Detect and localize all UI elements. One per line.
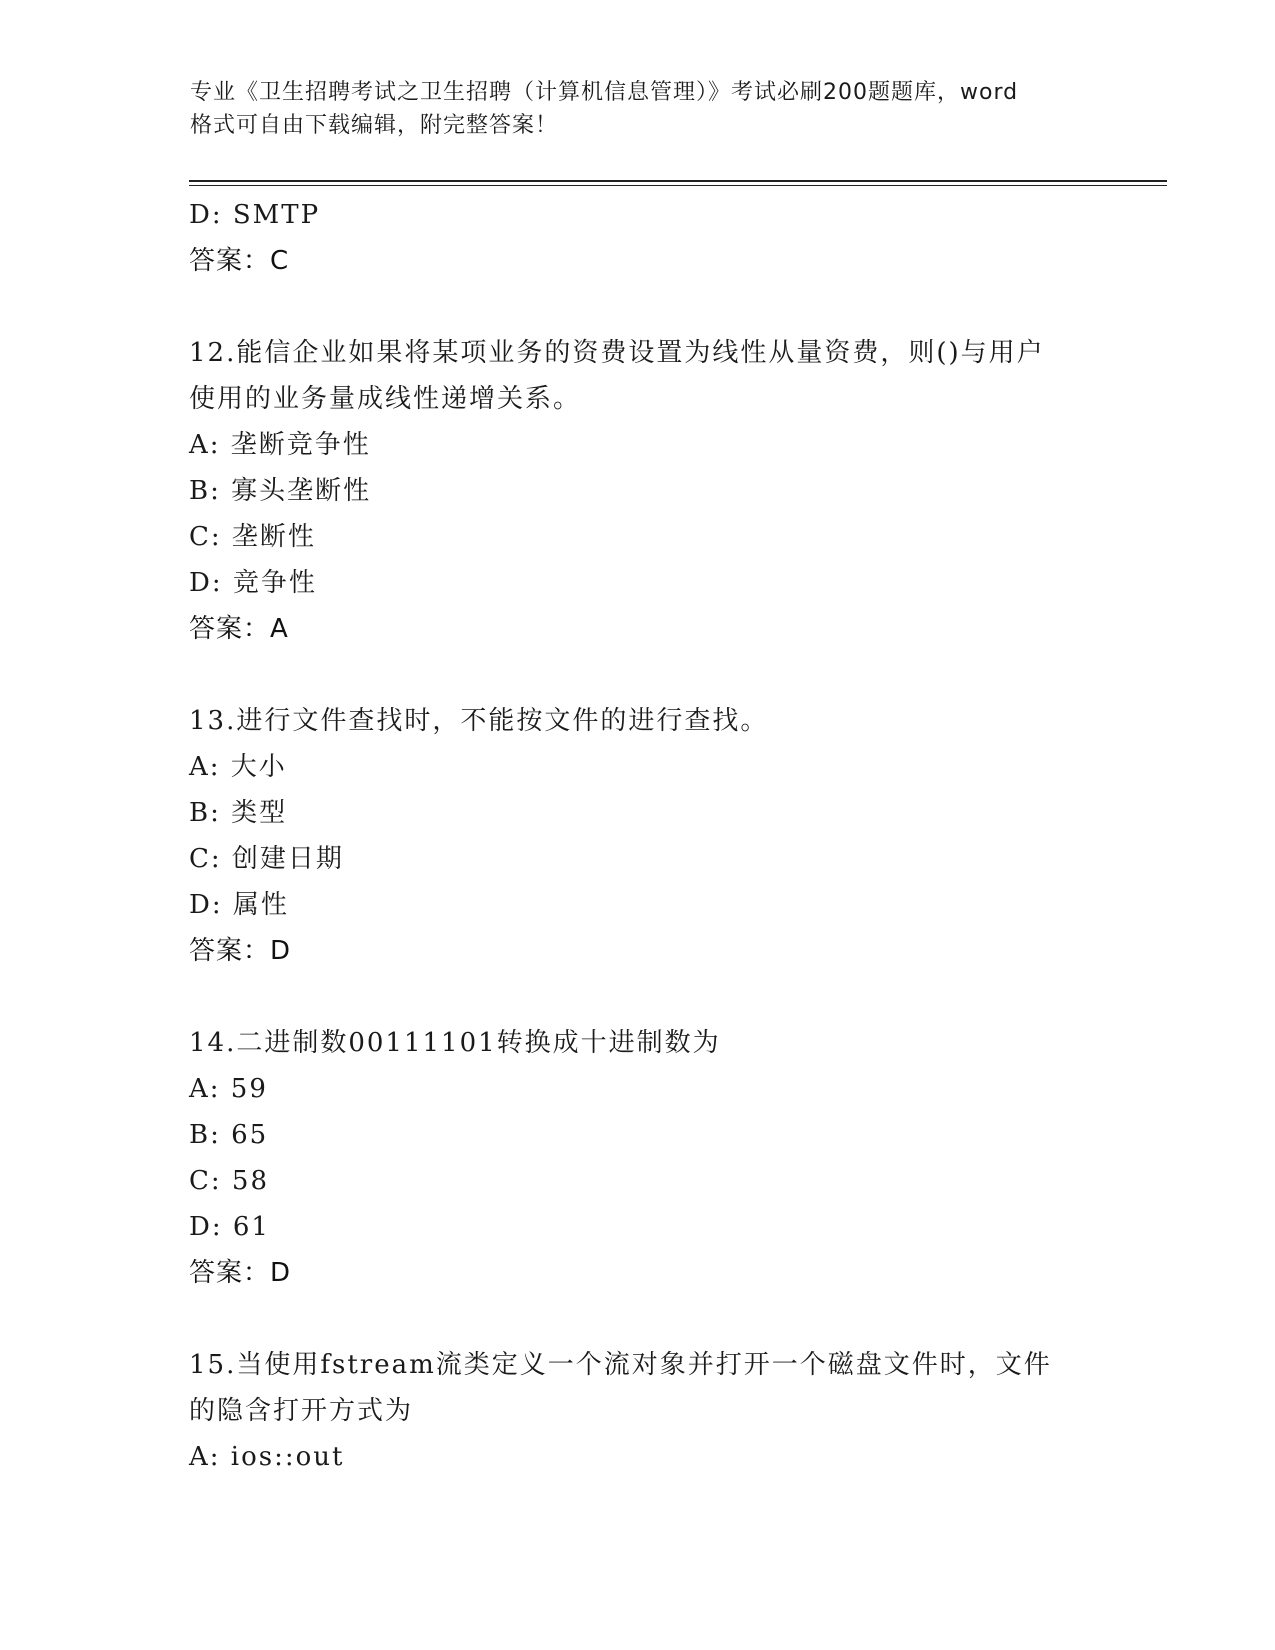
header-line-2: 格式可自由下载编辑，附完整答案！ (190, 113, 559, 138)
header-rule-thin (189, 185, 1167, 186)
option-c: C: 58 (189, 1166, 270, 1196)
answer-line: 答案：A (189, 614, 289, 644)
answer-line: 答案：D (189, 1258, 292, 1288)
spacer (189, 284, 1089, 330)
header-line-1: 专业《卫生招聘考试之卫生招聘（计算机信息管理）》考试必刷200题题库，word (190, 80, 1019, 105)
question-stem-line: 13.进行文件查找时，不能按文件的进行查找。 (189, 706, 769, 736)
question-12 (189, 330, 1089, 652)
question-14 (189, 1020, 1089, 1296)
option-d: D: 竞争性 (189, 568, 317, 598)
spacer (189, 1296, 1089, 1342)
spacer (189, 652, 1089, 698)
option-b: B: 寡头垄断性 (189, 476, 372, 506)
option-a: A: 大小 (189, 752, 287, 782)
question-15 (189, 1342, 1089, 1480)
option-c: C: 垄断性 (189, 522, 316, 552)
document-header (190, 76, 1100, 142)
option-a: A: ios::out (189, 1442, 345, 1472)
header-rule-thick (189, 180, 1167, 182)
option-b: B: 65 (189, 1120, 269, 1150)
option-a: A: 垄断竞争性 (189, 430, 371, 460)
question-stem-line: 12.能信企业如果将某项业务的资费设置为线性从量资费，则()与用户 (189, 338, 1045, 368)
question-stem-line: 14.二进制数00111101转换成十进制数为 (189, 1028, 721, 1058)
option-c: C: 创建日期 (189, 844, 344, 874)
option-d: D: 属性 (189, 890, 289, 920)
answer-line: 答案：D (189, 936, 292, 966)
answer-line: 答案：C (189, 246, 290, 276)
option-b: B: 类型 (189, 798, 288, 828)
question-list (189, 192, 1089, 1480)
question-stem-line: 15.当使用fstream流类定义一个流对象并打开一个磁盘文件时，文件 (189, 1350, 1052, 1380)
question-stem-line: 使用的业务量成线性递增关系。 (189, 384, 582, 414)
option-d: D: SMTP (189, 200, 321, 230)
question-stem-line: 的隐含打开方式为 (189, 1396, 414, 1426)
spacer (189, 974, 1089, 1020)
option-a: A: 59 (189, 1074, 268, 1104)
option-d: D: 61 (189, 1212, 270, 1242)
question-13 (189, 698, 1089, 974)
